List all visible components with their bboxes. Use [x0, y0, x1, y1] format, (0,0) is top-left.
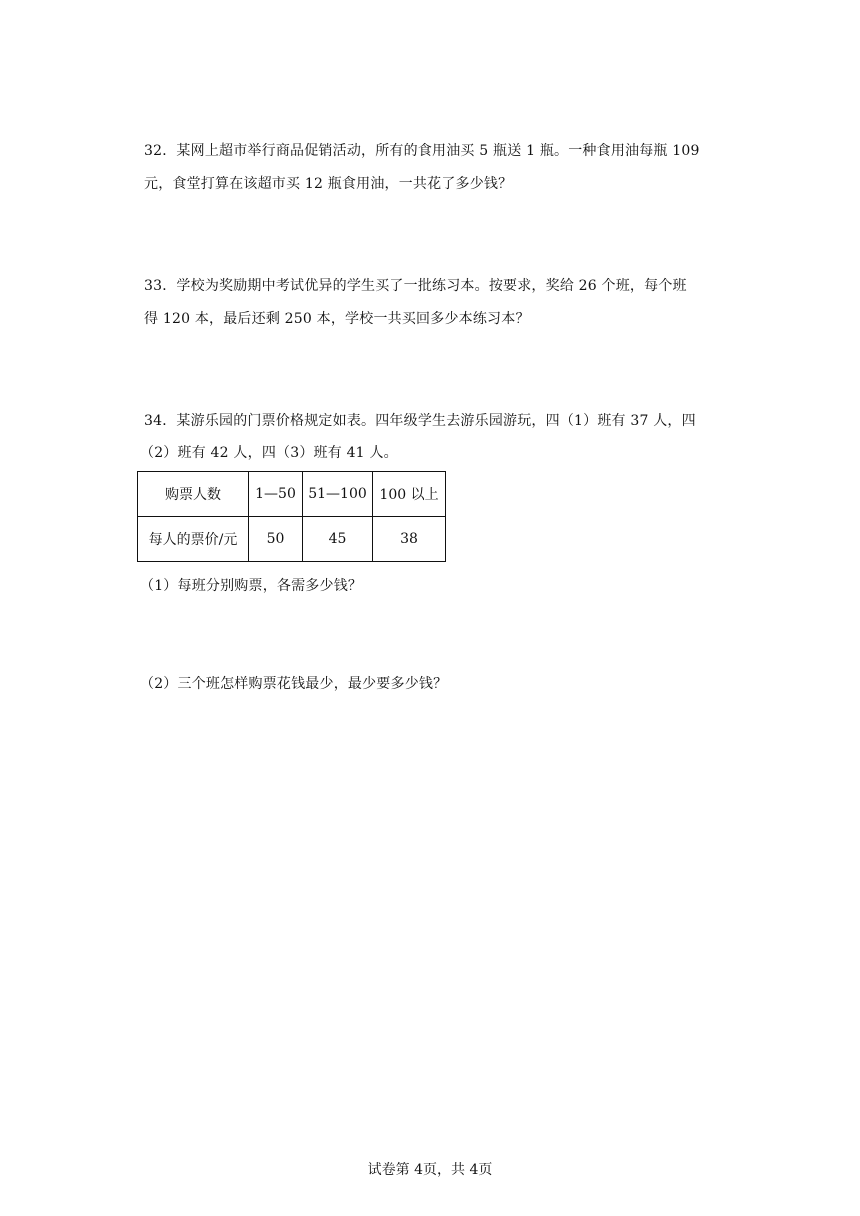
question-34-line-1: 34．某游乐园的门票价格规定如表。四年级学生去游乐园游玩，四（1）班有 37 人，四: [144, 413, 696, 429]
question-34-sub-2: （2）三个班怎样购票花钱最少，最少要多少钱？: [140, 676, 448, 692]
table-cell: 50: [249, 517, 303, 562]
question-34-line-2: （2）班有 42 人，四（3）班有 41 人。: [140, 445, 398, 461]
table-cell: 100 以上: [373, 472, 446, 517]
page-footer: 试卷第 4页，共 4页: [367, 1162, 493, 1178]
table-cell: 38: [373, 517, 446, 562]
question-33-line-2: 得 120 本，最后还剩 250 本，学校一共买回多少本练习本？: [144, 311, 530, 327]
table-cell: 51—100: [303, 472, 373, 517]
question-34-sub-1: （1）每班分别购票，各需多少钱？: [140, 578, 363, 594]
table-row: [138, 517, 446, 562]
question-33-line-1: 33．学校为奖励期中考试优异的学生买了一批练习本。按要求，奖给 26 个班，每个班: [144, 278, 687, 294]
question-32-line-2: 元，食堂打算在该超市买 12 瓶食用油，一共花了多少钱？: [144, 176, 513, 192]
table-row: [138, 472, 446, 517]
ticket-price-table: [137, 471, 446, 562]
table-cell: 45: [303, 517, 373, 562]
table-cell: 每人的票价/元: [138, 517, 249, 562]
table-cell: 1—50: [249, 472, 303, 517]
question-32-line-1: 32．某网上超市举行商品促销活动，所有的食用油买 5 瓶送 1 瓶。一种食用油每瓶 109: [144, 143, 700, 159]
table-cell: 购票人数: [138, 472, 249, 517]
